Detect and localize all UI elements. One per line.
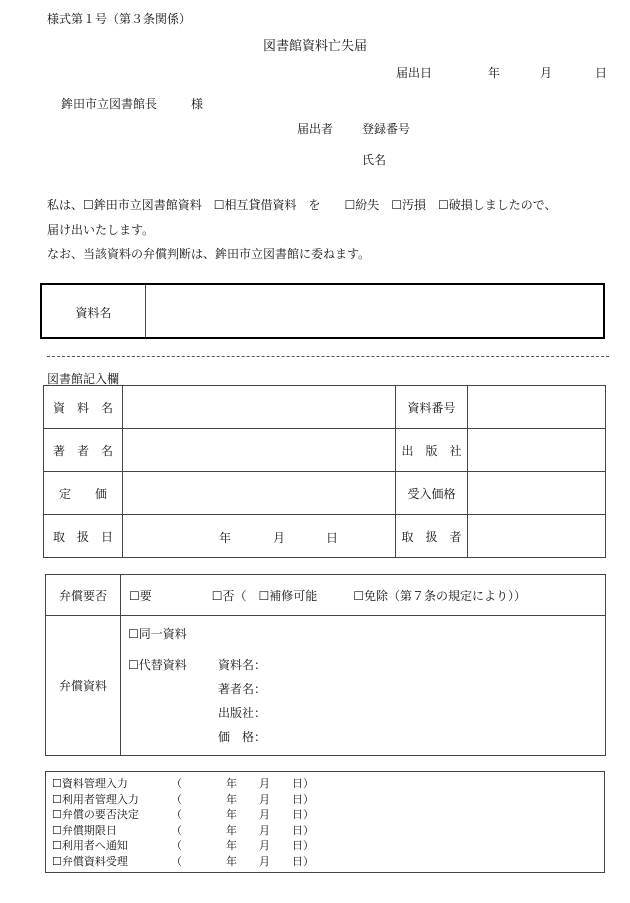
label-handler: 取 扱 者 [396,515,468,558]
addressee: 鉾田市立図書館長 [61,97,158,111]
log-label[interactable]: ☐利用者へ通知 [52,839,128,852]
material-name-label: 資料名 [75,306,112,320]
log-label[interactable]: ☐弁償期限日 [52,823,117,837]
log-item [52,854,604,870]
reg-no-label: 登録番号 [362,122,411,136]
handled-date-field[interactable] [123,515,396,558]
log-item [52,807,604,823]
label-compensation-material: 弁償資料 [46,616,121,756]
log-label[interactable]: ☐資料管理入力 [52,777,128,790]
log-label[interactable]: ☐利用者管理入力 [52,792,139,806]
handled-year: 年 [219,531,232,545]
log-date: （ 年 月 日） [171,808,314,821]
form-title: 図書館資料亡失届 [262,39,367,54]
label-author: 著 者 名 [44,429,123,472]
label-publisher: 出 版 社 [396,429,468,472]
submit-date-label: 届出日 [396,66,433,80]
processing-log [45,771,605,873]
honorific: 様 [191,97,204,111]
log-label[interactable]: ☐弁償の要否決定 [52,808,139,821]
compensation-need-options[interactable]: ☐要 ☐否（ ☐補修可能 ☐免除（第７条の規定により）） [121,575,606,616]
compensation-material-cell [121,616,606,756]
handled-day: 日 [326,531,339,545]
log-date: （ 年 月 日） [171,777,314,790]
submitter-label: 届出者 [297,122,334,136]
handled-month: 月 [273,531,286,545]
field-material-name: 資料名： [218,658,267,672]
publisher-field[interactable] [468,429,606,472]
date-year: 年 [488,66,501,80]
log-date: （ 年 月 日） [171,792,314,806]
form-number: 様式第１号（第３条関係） [47,12,192,26]
log-date: （ 年 月 日） [171,823,314,837]
statement-line-1: 私は、☐鉾田市立図書館資料 ☐相互貸借資料 を ☐紛失 ☐汚損 ☐破損しましたので、 [47,198,557,212]
compensation-table [45,574,606,756]
log-date: （ 年 月 日） [171,839,314,852]
log-item [52,823,604,839]
substitute-material-checkbox[interactable]: ☐代替資料 [128,658,187,672]
log-item [52,776,604,792]
material-number-field[interactable] [468,386,606,429]
log-date: （ 年 月 日） [171,854,314,868]
name-label: 氏名 [362,153,387,167]
statement-line-2: 届け出いたします。 [47,223,155,237]
date-day: 日 [595,66,608,80]
material-name-box [40,283,605,339]
author-field[interactable] [123,429,396,472]
field-price: 価 格： [218,730,267,744]
label-material-number: 資料番号 [396,386,468,429]
price-field[interactable] [123,472,396,515]
handler-field[interactable] [468,515,606,558]
label-price: 定 価 [44,472,123,515]
log-item [52,838,604,854]
log-label[interactable]: ☐弁償資料受理 [52,854,128,868]
library-table [43,385,606,558]
library-section-heading: 図書館記入欄 [47,372,120,386]
label-compensation-need: 弁償要否 [46,575,121,616]
label-material-name: 資 料 名 [44,386,123,429]
material-name-field[interactable] [123,386,396,429]
field-author: 著者名： [218,682,267,696]
cut-line [47,356,609,357]
field-publisher: 出版社： [218,706,267,720]
accession-price-field[interactable] [468,472,606,515]
label-accession-price: 受入価格 [396,472,468,515]
label-handled-date: 取 扱 日 [44,515,123,558]
date-month: 月 [540,66,553,80]
same-material-checkbox[interactable]: ☐同一資料 [128,627,187,641]
statement-line-3: なお、当該資料の弁償判断は、鉾田市立図書館に委ねます。 [47,247,371,261]
log-item [52,792,604,808]
